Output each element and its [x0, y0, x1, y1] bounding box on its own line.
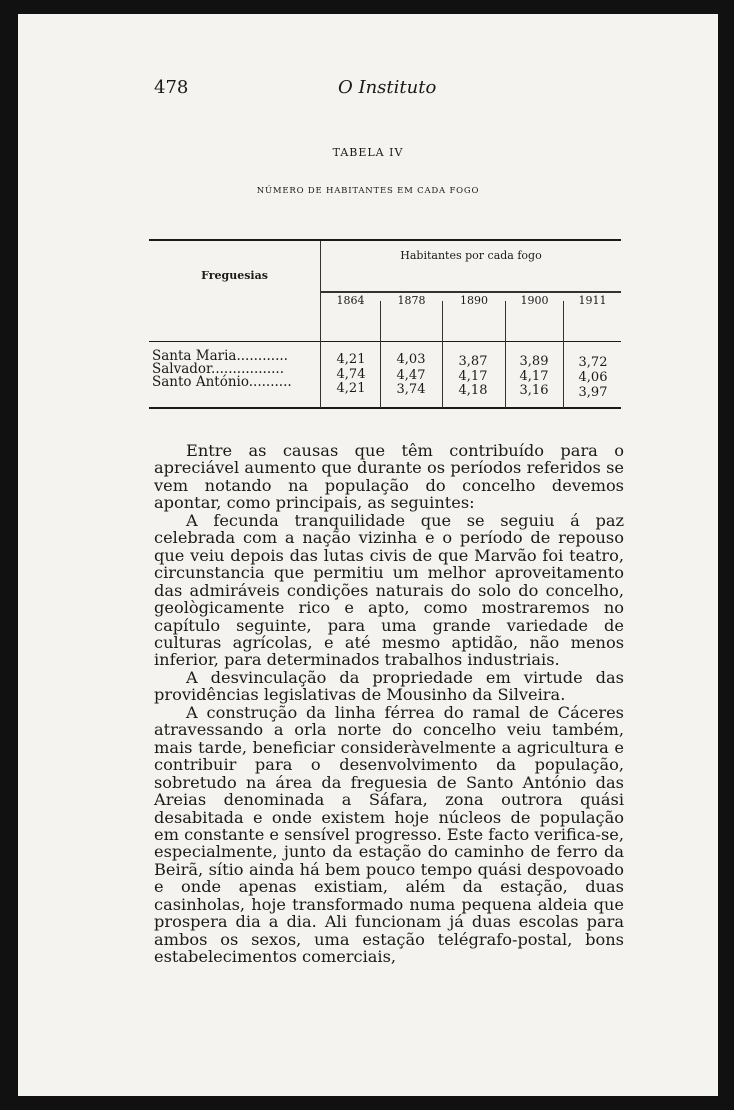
year-header: 1878 — [397, 294, 426, 307]
book-page — [18, 14, 718, 1096]
year-header: 1911 — [578, 294, 607, 307]
paragraph: Entre as causas que têm contribuído para o apreciável aumento que durante os períodos referidos se vem notando na população do concelho devemos apontar, como principais, as seguintes: — [154, 441, 624, 513]
table-cell: 4,18 — [458, 383, 488, 398]
table-cell: 3,89 — [519, 354, 549, 369]
paragraph: A desvinculação da propriedade em virtude das providências legislativas de Mousinho da Silveira. — [154, 667, 624, 705]
table-cell: 4,21 — [336, 352, 366, 367]
table-cell: 4,06 — [578, 370, 608, 385]
table-cell: 3,87 — [458, 354, 488, 369]
row-header: Freguesias — [201, 269, 268, 282]
running-title: O Instituto — [338, 77, 437, 98]
table-cell: 4,17 — [458, 369, 488, 384]
body-text — [154, 442, 624, 966]
year-header: 1900 — [520, 294, 549, 307]
table-row-label: Santo António.......... — [152, 374, 292, 390]
year-header: 1890 — [460, 294, 488, 307]
table-cell: 3,74 — [396, 382, 426, 397]
table-row-label: Salvador................. — [152, 361, 284, 377]
table-cell: 4,17 — [519, 369, 549, 384]
table-cell: 3,16 — [519, 383, 549, 398]
table-top-rule — [149, 239, 621, 241]
table-bottom-rule — [149, 407, 621, 409]
table-cell: 4,03 — [396, 352, 426, 367]
page-number: 478 — [154, 77, 189, 98]
table-cell: 4,74 — [336, 367, 366, 382]
table-cell: 3,97 — [578, 385, 608, 400]
table-cell: 4,21 — [336, 381, 366, 396]
group-header: Habitantes por cada fogo — [400, 249, 542, 262]
table-title: NÚMERO DE HABITANTES EM CADA FOGO — [256, 186, 480, 196]
group-header-rule — [321, 291, 621, 293]
table-row-label: Santa Maria............ — [152, 348, 288, 364]
paragraph: A construção da linha férrea do ramal de Cáceres atravessando a orla norte do concelho veiu também, mais tarde, beneficiar consideràvelmente a agricultura e contribuir para o desenvolvimento da população, sobretudo na área da freguesia de Santo António das Areias denominada a Sáfara, zona outrora quási desabitada e onde existem hoje núcleos de população em constante e sensível progresso. Este facto verifica-se, especialmente, junto da estação do caminho de ferro da Beirã, sítio ainda há bem pouco tempo quási despovoado e onde apenas existiam, além da estação, duas casinholas, hoje transformado numa pequena aldeia que prospera dia a dia. Ali funcionam já duas escolas para ambos os sexos, uma estação telégrafo-postal, bons estabelecimentos comerciais, — [154, 702, 625, 967]
table-header-rule — [149, 341, 621, 342]
table-label: TABELA IV — [332, 146, 404, 159]
table-cell: 3,72 — [578, 355, 608, 370]
table-cell: 4,47 — [396, 368, 426, 383]
paragraph: A fecunda tranquilidade que se seguiu á paz celebrada com a nação vizinha e o período de repouso que veiu depois das lutas civis de que Marvão foi teatro, circunstancia que permitiu um melhor aproveitamento das admiráveis condições naturais do solo do concelho, geològicamente rico e apto, como mostraremos no capítulo seguinte, para uma grande variedade de culturas agrícolas, e até mesmo aptidão, não menos inferior, para determinados trabalhos industriais. — [154, 510, 624, 670]
year-header: 1864 — [336, 294, 365, 307]
